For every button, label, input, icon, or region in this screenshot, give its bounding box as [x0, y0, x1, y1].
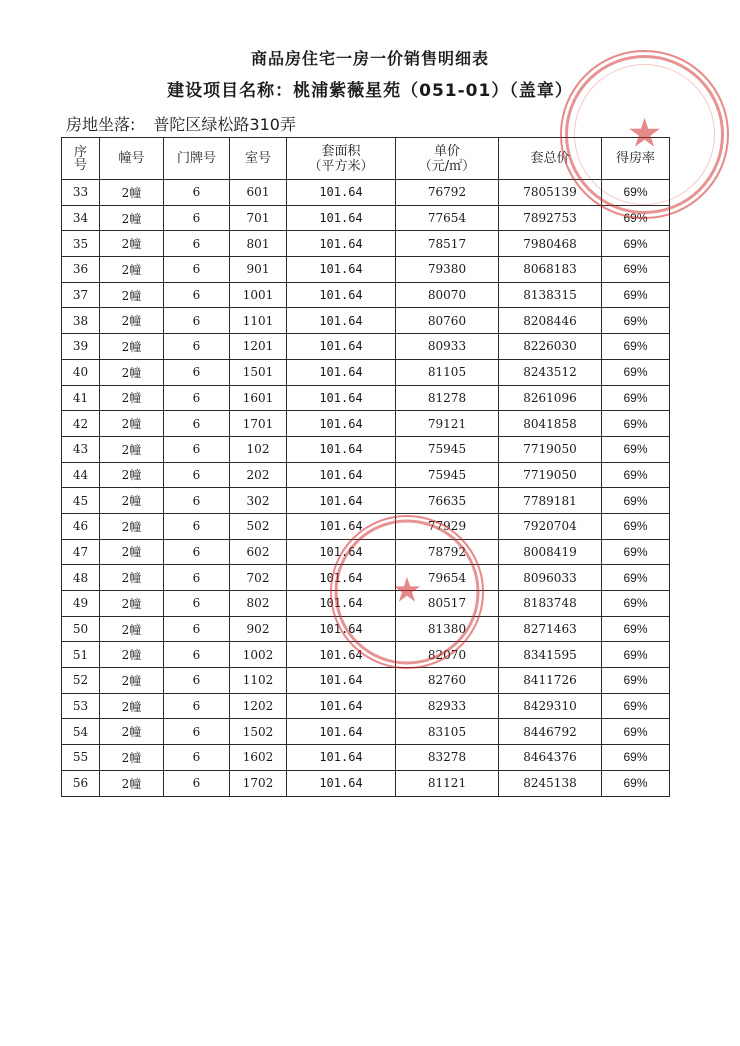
- cell-building: 2幢: [100, 205, 164, 231]
- table-row: [62, 642, 670, 668]
- cell-unit-price: 79654: [396, 565, 499, 591]
- cell-area: 101.64: [287, 539, 396, 565]
- cell-door: 6: [164, 770, 230, 796]
- cell-efficiency-rate: 69%: [602, 282, 670, 308]
- cell-room: 1701: [230, 411, 287, 437]
- cell-door: 6: [164, 693, 230, 719]
- cell-unit-price: 75945: [396, 436, 499, 462]
- cell-total-price: 7980468: [499, 231, 602, 257]
- cell-door: 6: [164, 411, 230, 437]
- cell-total-price: 7719050: [499, 436, 602, 462]
- cell-building: 2幢: [100, 642, 164, 668]
- cell-building: 2幢: [100, 616, 164, 642]
- cell-efficiency-rate: 69%: [602, 539, 670, 565]
- table-row: [62, 334, 670, 360]
- cell-unit-price: 80933: [396, 334, 499, 360]
- cell-seq: 43: [62, 436, 100, 462]
- cell-building: 2幢: [100, 488, 164, 514]
- cell-door: 6: [164, 616, 230, 642]
- cell-door: 6: [164, 436, 230, 462]
- cell-efficiency-rate: 69%: [602, 257, 670, 283]
- cell-area: 101.64: [287, 693, 396, 719]
- cell-area: 101.64: [287, 231, 396, 257]
- cell-area: 101.64: [287, 591, 396, 617]
- cell-building: 2幢: [100, 668, 164, 694]
- table-row: [62, 308, 670, 334]
- location-value: 普陀区绿松路310弄: [153, 115, 296, 134]
- cell-total-price: 7805139: [499, 180, 602, 206]
- cell-total-price: 7920704: [499, 513, 602, 539]
- cell-area: 101.64: [287, 488, 396, 514]
- table-row: [62, 770, 670, 796]
- cell-total-price: 7789181: [499, 488, 602, 514]
- table-row: [62, 693, 670, 719]
- cell-total-price: 7719050: [499, 462, 602, 488]
- cell-door: 6: [164, 745, 230, 771]
- cell-unit-price: 80517: [396, 591, 499, 617]
- cell-door: 6: [164, 205, 230, 231]
- table-row: [62, 462, 670, 488]
- cell-area: 101.64: [287, 359, 396, 385]
- cell-area: 101.64: [287, 436, 396, 462]
- cell-area: 101.64: [287, 719, 396, 745]
- table-row: [62, 745, 670, 771]
- cell-area: 101.64: [287, 565, 396, 591]
- cell-door: 6: [164, 642, 230, 668]
- table-row: [62, 231, 670, 257]
- table-row: [62, 257, 670, 283]
- cell-building: 2幢: [100, 462, 164, 488]
- cell-building: 2幢: [100, 591, 164, 617]
- cell-seq: 54: [62, 719, 100, 745]
- cell-room: 1201: [230, 334, 287, 360]
- cell-unit-price: 77654: [396, 205, 499, 231]
- project-name-line: 建设项目名称：桃浦紫薇星苑（051-01）（盖章）: [167, 81, 573, 101]
- cell-unit-price: 82933: [396, 693, 499, 719]
- cell-door: 6: [164, 539, 230, 565]
- cell-total-price: 8464376: [499, 745, 602, 771]
- cell-area: 101.64: [287, 745, 396, 771]
- cell-door: 6: [164, 668, 230, 694]
- cell-unit-price: 83105: [396, 719, 499, 745]
- table-row: [62, 411, 670, 437]
- cell-area: 101.64: [287, 334, 396, 360]
- cell-efficiency-rate: 69%: [602, 385, 670, 411]
- cell-seq: 35: [62, 231, 100, 257]
- table-header-row: [62, 138, 670, 180]
- cell-unit-price: 76792: [396, 180, 499, 206]
- cell-total-price: 8008419: [499, 539, 602, 565]
- cell-room: 1101: [230, 308, 287, 334]
- cell-area: 101.64: [287, 308, 396, 334]
- header-efficiency-rate: 得房率: [602, 138, 670, 180]
- cell-total-price: 7892753: [499, 205, 602, 231]
- cell-room: 1702: [230, 770, 287, 796]
- cell-building: 2幢: [100, 411, 164, 437]
- table-row: [62, 205, 670, 231]
- cell-seq: 36: [62, 257, 100, 283]
- seal-star-icon: ★: [626, 109, 663, 156]
- property-location: [66, 112, 296, 135]
- cell-building: 2幢: [100, 693, 164, 719]
- cell-efficiency-rate: 69%: [602, 411, 670, 437]
- cell-seq: 40: [62, 359, 100, 385]
- cell-unit-price: 81380: [396, 616, 499, 642]
- cell-efficiency-rate: 69%: [602, 591, 670, 617]
- cell-efficiency-rate: 69%: [602, 436, 670, 462]
- header-door: 门牌号: [164, 138, 230, 180]
- cell-unit-price: 80760: [396, 308, 499, 334]
- cell-seq: 44: [62, 462, 100, 488]
- cell-total-price: 8243512: [499, 359, 602, 385]
- header-room: 室号: [230, 138, 287, 180]
- cell-room: 901: [230, 257, 287, 283]
- cell-building: 2幢: [100, 308, 164, 334]
- cell-seq: 38: [62, 308, 100, 334]
- cell-unit-price: 83278: [396, 745, 499, 771]
- table-row: [62, 488, 670, 514]
- cell-area: 101.64: [287, 642, 396, 668]
- cell-room: 1502: [230, 719, 287, 745]
- header-price-line2: （元/㎡）: [418, 158, 476, 174]
- cell-seq: 51: [62, 642, 100, 668]
- cell-unit-price: 79380: [396, 257, 499, 283]
- cell-building: 2幢: [100, 334, 164, 360]
- cell-door: 6: [164, 591, 230, 617]
- cell-efficiency-rate: 69%: [602, 668, 670, 694]
- table-row: [62, 513, 670, 539]
- cell-total-price: 8041858: [499, 411, 602, 437]
- cell-door: 6: [164, 462, 230, 488]
- table-row: [62, 436, 670, 462]
- cell-area: 101.64: [287, 770, 396, 796]
- header-unit-price: [396, 138, 499, 180]
- cell-building: 2幢: [100, 231, 164, 257]
- cell-total-price: 8068183: [499, 257, 602, 283]
- header-building: 幢号: [100, 138, 164, 180]
- cell-seq: 52: [62, 668, 100, 694]
- cell-seq: 42: [62, 411, 100, 437]
- cell-door: 6: [164, 513, 230, 539]
- cell-door: 6: [164, 308, 230, 334]
- cell-seq: 45: [62, 488, 100, 514]
- cell-efficiency-rate: 69%: [602, 359, 670, 385]
- cell-seq: 56: [62, 770, 100, 796]
- cell-building: 2幢: [100, 513, 164, 539]
- cell-efficiency-rate: 69%: [602, 565, 670, 591]
- cell-total-price: 8183748: [499, 591, 602, 617]
- cell-unit-price: 77929: [396, 513, 499, 539]
- cell-area: 101.64: [287, 513, 396, 539]
- cell-efficiency-rate: 69%: [602, 205, 670, 231]
- cell-efficiency-rate: 69%: [602, 616, 670, 642]
- cell-room: 202: [230, 462, 287, 488]
- cell-unit-price: 82070: [396, 642, 499, 668]
- cell-room: 1202: [230, 693, 287, 719]
- document-title: 商品房住宅一房一价销售明细表: [250, 49, 489, 68]
- cell-efficiency-rate: 69%: [602, 334, 670, 360]
- header-seq: 序号: [62, 138, 100, 180]
- sales-detail-table: [61, 137, 670, 797]
- cell-total-price: 8429310: [499, 693, 602, 719]
- cell-total-price: 8341595: [499, 642, 602, 668]
- cell-area: 101.64: [287, 180, 396, 206]
- cell-door: 6: [164, 282, 230, 308]
- cell-unit-price: 78517: [396, 231, 499, 257]
- header-total-price: 套总价: [499, 138, 602, 180]
- cell-seq: 46: [62, 513, 100, 539]
- cell-building: 2幢: [100, 282, 164, 308]
- cell-door: 6: [164, 334, 230, 360]
- cell-room: 701: [230, 205, 287, 231]
- cell-unit-price: 81121: [396, 770, 499, 796]
- cell-building: 2幢: [100, 359, 164, 385]
- cell-seq: 34: [62, 205, 100, 231]
- cell-room: 902: [230, 616, 287, 642]
- cell-room: 1501: [230, 359, 287, 385]
- cell-unit-price: 75945: [396, 462, 499, 488]
- cell-room: 502: [230, 513, 287, 539]
- cell-unit-price: 82760: [396, 668, 499, 694]
- cell-door: 6: [164, 385, 230, 411]
- cell-seq: 41: [62, 385, 100, 411]
- cell-efficiency-rate: 69%: [602, 770, 670, 796]
- cell-efficiency-rate: 69%: [602, 693, 670, 719]
- cell-seq: 48: [62, 565, 100, 591]
- cell-area: 101.64: [287, 411, 396, 437]
- cell-total-price: 8446792: [499, 719, 602, 745]
- cell-total-price: 8096033: [499, 565, 602, 591]
- cell-door: 6: [164, 359, 230, 385]
- cell-total-price: 8138315: [499, 282, 602, 308]
- header-price-line1: 单价: [433, 143, 460, 159]
- cell-total-price: 8208446: [499, 308, 602, 334]
- cell-room: 702: [230, 565, 287, 591]
- cell-building: 2幢: [100, 180, 164, 206]
- cell-room: 1002: [230, 642, 287, 668]
- cell-room: 801: [230, 231, 287, 257]
- cell-room: 1102: [230, 668, 287, 694]
- cell-seq: 49: [62, 591, 100, 617]
- cell-building: 2幢: [100, 436, 164, 462]
- cell-unit-price: 79121: [396, 411, 499, 437]
- cell-area: 101.64: [287, 668, 396, 694]
- cell-area: 101.64: [287, 616, 396, 642]
- cell-seq: 53: [62, 693, 100, 719]
- cell-efficiency-rate: 69%: [602, 231, 670, 257]
- location-label: 房地坐落:: [66, 115, 136, 134]
- cell-room: 601: [230, 180, 287, 206]
- cell-door: 6: [164, 488, 230, 514]
- cell-area: 101.64: [287, 385, 396, 411]
- cell-efficiency-rate: 69%: [602, 462, 670, 488]
- seal-star-icon: ★: [391, 570, 423, 611]
- cell-building: 2幢: [100, 257, 164, 283]
- cell-room: 302: [230, 488, 287, 514]
- cell-unit-price: 80070: [396, 282, 499, 308]
- cell-room: 802: [230, 591, 287, 617]
- cell-room: 1001: [230, 282, 287, 308]
- cell-room: 1602: [230, 745, 287, 771]
- cell-unit-price: 81278: [396, 385, 499, 411]
- table-row: [62, 565, 670, 591]
- table-row: [62, 591, 670, 617]
- cell-unit-price: 81105: [396, 359, 499, 385]
- cell-area: 101.64: [287, 462, 396, 488]
- cell-seq: 50: [62, 616, 100, 642]
- cell-unit-price: 78792: [396, 539, 499, 565]
- cell-efficiency-rate: 69%: [602, 308, 670, 334]
- cell-efficiency-rate: 69%: [602, 513, 670, 539]
- cell-room: 1601: [230, 385, 287, 411]
- table-row: [62, 180, 670, 206]
- cell-door: 6: [164, 565, 230, 591]
- table-row: [62, 616, 670, 642]
- cell-building: 2幢: [100, 385, 164, 411]
- cell-room: 102: [230, 436, 287, 462]
- cell-total-price: 8271463: [499, 616, 602, 642]
- cell-door: 6: [164, 719, 230, 745]
- cell-building: 2幢: [100, 745, 164, 771]
- cell-door: 6: [164, 231, 230, 257]
- cell-area: 101.64: [287, 282, 396, 308]
- header-area-line1: 套面积: [321, 143, 361, 159]
- cell-efficiency-rate: 69%: [602, 488, 670, 514]
- cell-total-price: 8261096: [499, 385, 602, 411]
- cell-building: 2幢: [100, 539, 164, 565]
- table-row: [62, 539, 670, 565]
- cell-total-price: 8226030: [499, 334, 602, 360]
- table-row: [62, 668, 670, 694]
- cell-total-price: 8245138: [499, 770, 602, 796]
- cell-building: 2幢: [100, 719, 164, 745]
- cell-efficiency-rate: 69%: [602, 745, 670, 771]
- cell-seq: 37: [62, 282, 100, 308]
- header-area-line2: （平方米）: [308, 158, 374, 174]
- table-row: [62, 282, 670, 308]
- cell-building: 2幢: [100, 770, 164, 796]
- cell-room: 602: [230, 539, 287, 565]
- cell-door: 6: [164, 257, 230, 283]
- table-row: [62, 719, 670, 745]
- cell-efficiency-rate: 69%: [602, 642, 670, 668]
- cell-seq: 55: [62, 745, 100, 771]
- table-row: [62, 359, 670, 385]
- cell-building: 2幢: [100, 565, 164, 591]
- cell-seq: 39: [62, 334, 100, 360]
- cell-area: 101.64: [287, 205, 396, 231]
- header-area: [287, 138, 396, 180]
- cell-total-price: 8411726: [499, 668, 602, 694]
- cell-efficiency-rate: 69%: [602, 719, 670, 745]
- cell-seq: 47: [62, 539, 100, 565]
- cell-area: 101.64: [287, 257, 396, 283]
- cell-unit-price: 76635: [396, 488, 499, 514]
- table-row: [62, 385, 670, 411]
- cell-door: 6: [164, 180, 230, 206]
- table-body: [62, 180, 670, 797]
- cell-efficiency-rate: 69%: [602, 180, 670, 206]
- cell-seq: 33: [62, 180, 100, 206]
